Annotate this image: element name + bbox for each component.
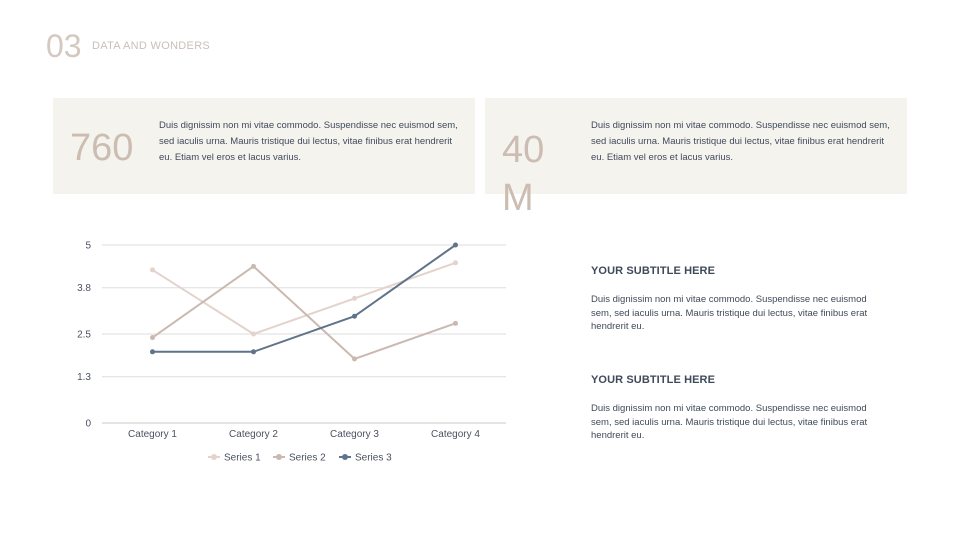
x-category-label: Category 1 <box>128 429 177 440</box>
y-tick-label: 1.3 <box>77 372 91 384</box>
data-point <box>453 321 458 326</box>
legend-label: Series 3 <box>355 452 392 464</box>
stat-text-1: Duis dignissim non mi vitae commodo. Suspendisse nec euismod sem, sed iaculis urna. Mauris tristique dui lectus, vitae finibus erat hendrerit eu. Etiam vel eros et lacus varius. <box>159 120 458 163</box>
x-category-label: Category 4 <box>431 429 480 440</box>
data-point <box>150 349 155 354</box>
section-title: DATA AND WONDERS <box>92 40 211 52</box>
y-tick-label: 3.8 <box>77 283 91 295</box>
stat-text-2: Duis dignissim non mi vitae commodo. Suspendisse nec euismod sem, sed iaculis urna. Mauris tristique dui lectus, vitae finibus erat hendrerit eu. Etiam vel eros et lacus varius. <box>591 120 890 163</box>
block-subtitle-2: YOUR SUBTITLE HERE <box>591 374 716 386</box>
x-category-label: Category 3 <box>330 429 379 440</box>
data-point <box>251 264 256 269</box>
y-tick-label: 5 <box>85 240 91 252</box>
x-category-label: Category 2 <box>229 429 278 440</box>
data-point <box>453 243 458 248</box>
data-point <box>150 335 155 340</box>
series-line <box>153 266 456 359</box>
block-text-1: Duis dignissim non mi vitae commodo. Suspendisse nec euismod sem, sed iaculis urna. Mauris tristique dui lectus, vitae finibus erat hendrerit eu. <box>591 294 868 332</box>
legend-marker <box>276 454 282 460</box>
y-tick-label: 0 <box>85 418 91 430</box>
data-point <box>352 296 357 301</box>
data-point <box>251 349 256 354</box>
block-text-2: Duis dignissim non mi vitae commodo. Suspendisse nec euismod sem, sed iaculis urna. Mauris tristique dui lectus, vitae finibus erat hendrerit eu. <box>591 403 868 441</box>
data-point <box>251 332 256 337</box>
legend-label: Series 2 <box>289 452 326 464</box>
legend-label: Series 1 <box>224 452 261 464</box>
section-number: 03 <box>46 28 82 64</box>
block-subtitle-1: YOUR SUBTITLE HERE <box>591 265 716 277</box>
stat-value-2: 40 M <box>502 129 545 219</box>
y-tick-label: 2.5 <box>77 329 91 341</box>
data-point <box>352 356 357 361</box>
series-line <box>153 263 456 334</box>
stat-value-1: 760 <box>70 127 134 169</box>
data-point <box>150 267 155 272</box>
data-point <box>352 314 357 319</box>
data-point <box>453 260 458 265</box>
legend-marker <box>342 454 348 460</box>
legend-marker <box>211 454 217 460</box>
